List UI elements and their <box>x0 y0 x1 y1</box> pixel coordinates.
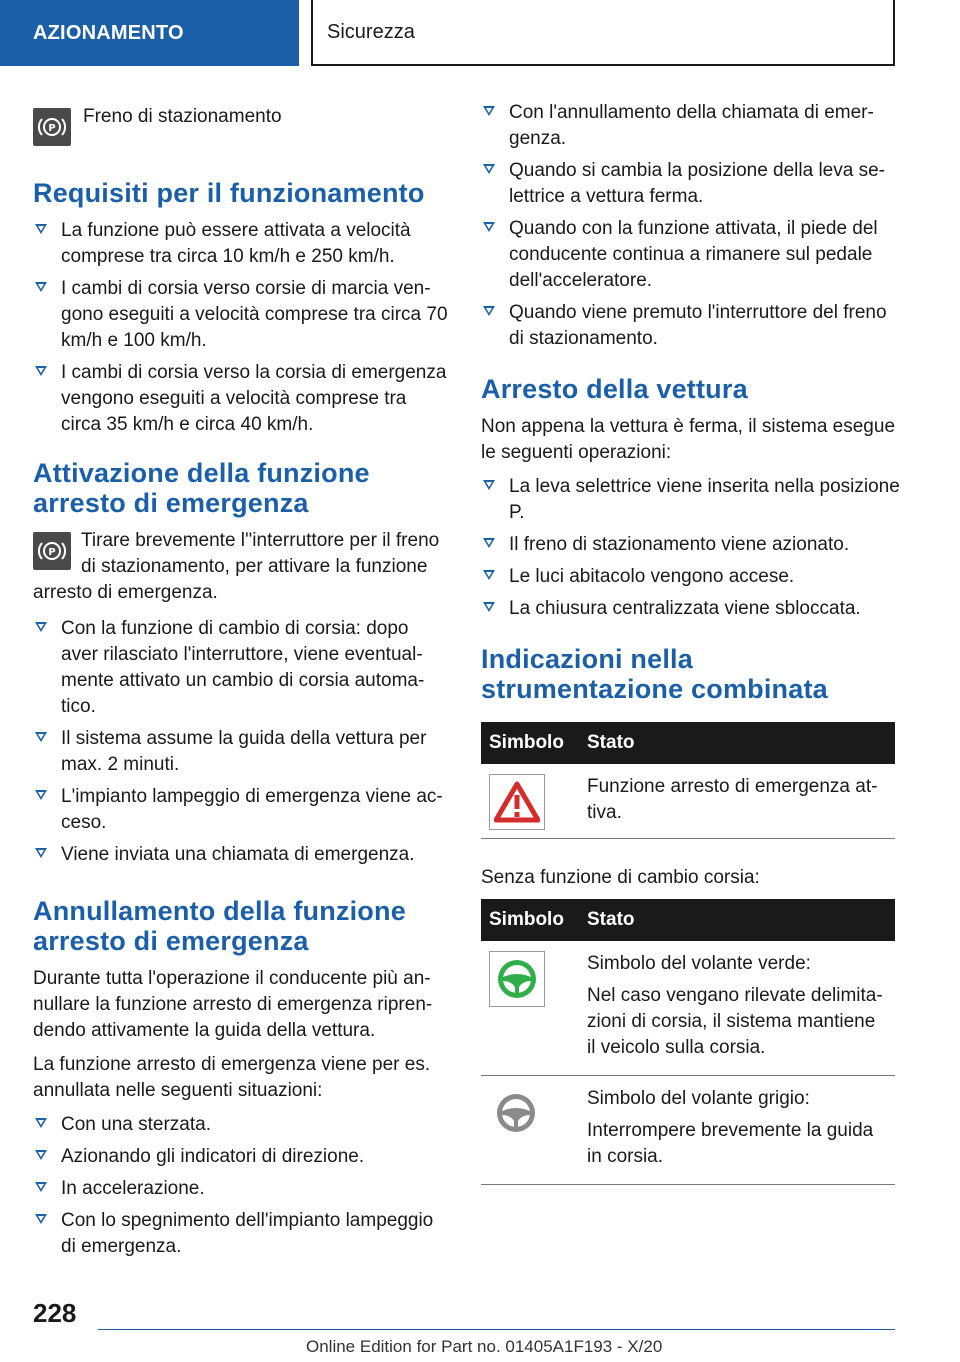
attivazione-paragraph: P Tirare brevemente l''interruttore per il freno di stazionamento, per attivare la funzione arresto di emergenza. <box>33 530 440 603</box>
attivazione-list <box>33 616 448 868</box>
list-item: Con la funzione di cambio di corsia: dopo aver rilasciato l'interruttore, viene eventualmente attivato un cambio di corsia automatico. <box>33 616 448 720</box>
symbol-table-1 <box>481 722 895 839</box>
list-item: La funzione può essere attivata a velocità comprese tra circa 10 km/h e 250 km/h. <box>33 218 448 270</box>
list-item: La leva selettrice viene inserita nella posizione P. <box>481 474 901 526</box>
list-item: Con l'annullamento della chiamata di emergenza. <box>481 100 901 152</box>
heading-arresto: Arresto della vettura <box>481 374 748 404</box>
list-item: Quando con la funzione attivata, il piede del conducente continua a rimanere sul pedale dell'acceleratore. <box>481 216 901 294</box>
list-item: Quando si cambia la posizione della leva selettrice a vettura ferma. <box>481 158 901 210</box>
footer-edition: Online Edition for Part no. 01405A1F193 - X/20 <box>306 1337 663 1356</box>
steering-wheel-grey-icon <box>489 1086 543 1140</box>
table-header-symbol: Simbolo <box>481 722 579 764</box>
right-column <box>481 100 901 1185</box>
symbol-table-2 <box>481 899 895 1185</box>
heading-indicazioni: Indicazioni nella strumentazione combinata <box>481 644 828 704</box>
list-item: I cambi di corsia verso la corsia di emergenza vengono eseguiti a velocità comprese tra circa 35 km/h e circa 40 km/h. <box>33 360 448 438</box>
annullamento-p2: La funzione arresto di emergenza viene per es. annullata nelle seguenti situazioni: <box>33 1054 431 1101</box>
list-item: Con una sterzata. <box>33 1112 448 1138</box>
svg-text:P: P <box>48 123 56 134</box>
list-item: In accelerazione. <box>33 1176 448 1202</box>
senza-label: Senza funzione di cambio corsia: <box>481 867 760 888</box>
list-item: Azionando gli indicatori di direzione. <box>33 1144 448 1170</box>
warning-triangle-icon <box>489 774 545 830</box>
list-item: Con lo spegnimento dell'impianto lampeggio di emergenza. <box>33 1208 448 1260</box>
list-item: Quando viene premuto l'interruttore del freno di stazionamento. <box>481 300 901 352</box>
table-row <box>481 1076 895 1185</box>
annullamento-p1: Durante tutta l'operazione il conducente più annullare la funzione arresto di emergenza riprendendo attivamente la guida della vettura. <box>33 968 433 1041</box>
parking-brake-row <box>33 100 448 150</box>
state-cell: Simbolo del volante verde: Nel caso vengano rilevate delimitazioni di corsia, il sistema mantiene il veicolo sulla corsia. <box>579 941 895 1076</box>
arresto-list <box>481 474 901 622</box>
list-item: I cambi di corsia verso corsie di marcia vengono eseguiti a velocità comprese tra circa 70 km/h e 100 km/h. <box>33 276 448 354</box>
table-row <box>481 941 895 1076</box>
page-number: 228 <box>33 1298 77 1328</box>
arresto-paragraph: Non appena la vettura è ferma, il sistema esegue le seguenti operazioni: <box>481 416 896 463</box>
section-title: AZIONAMENTO <box>0 0 299 66</box>
annullamento-list-continued <box>481 100 901 352</box>
list-item: Le luci abitacolo vengono accese. <box>481 564 901 590</box>
parking-brake-icon <box>33 108 71 146</box>
svg-text:P: P <box>48 547 56 558</box>
table-header-state: Stato <box>579 899 895 941</box>
table-header-state: Stato <box>579 722 895 764</box>
requisiti-list <box>33 218 448 438</box>
heading-attivazione: Attivazione della funzione arresto di emergenza <box>33 458 370 518</box>
state-cell: Simbolo del volante grigio: Interrompere brevemente la guida in corsia. <box>579 1076 895 1185</box>
heading-annullamento: Annullamento della funzione arresto di emergenza <box>33 896 406 956</box>
list-item: L'impianto lampeggio di emergenza viene acceso. <box>33 784 448 836</box>
heading-requisiti: Requisiti per il funzionamento <box>33 178 425 208</box>
list-item: La chiusura centralizzata viene sbloccata. <box>481 596 901 622</box>
steering-wheel-green-icon <box>489 951 545 1007</box>
left-column <box>33 100 448 1266</box>
footer-divider <box>98 1329 895 1330</box>
chapter-title: Sicurezza <box>311 0 895 66</box>
table-header-symbol: Simbolo <box>481 899 579 941</box>
table-row <box>481 764 895 839</box>
list-item: Viene inviata una chiamata di emergenza. <box>33 842 448 868</box>
parking-brake-caption: Freno di stazionamento <box>83 106 282 127</box>
list-item: Il sistema assume la guida della vettura per max. 2 minuti. <box>33 726 448 778</box>
annullamento-list <box>33 1112 448 1260</box>
list-item: Il freno di stazionamento viene azionato. <box>481 532 901 558</box>
state-text: Funzione arresto di emergenza attiva. <box>579 764 895 839</box>
parking-brake-icon <box>33 532 71 570</box>
